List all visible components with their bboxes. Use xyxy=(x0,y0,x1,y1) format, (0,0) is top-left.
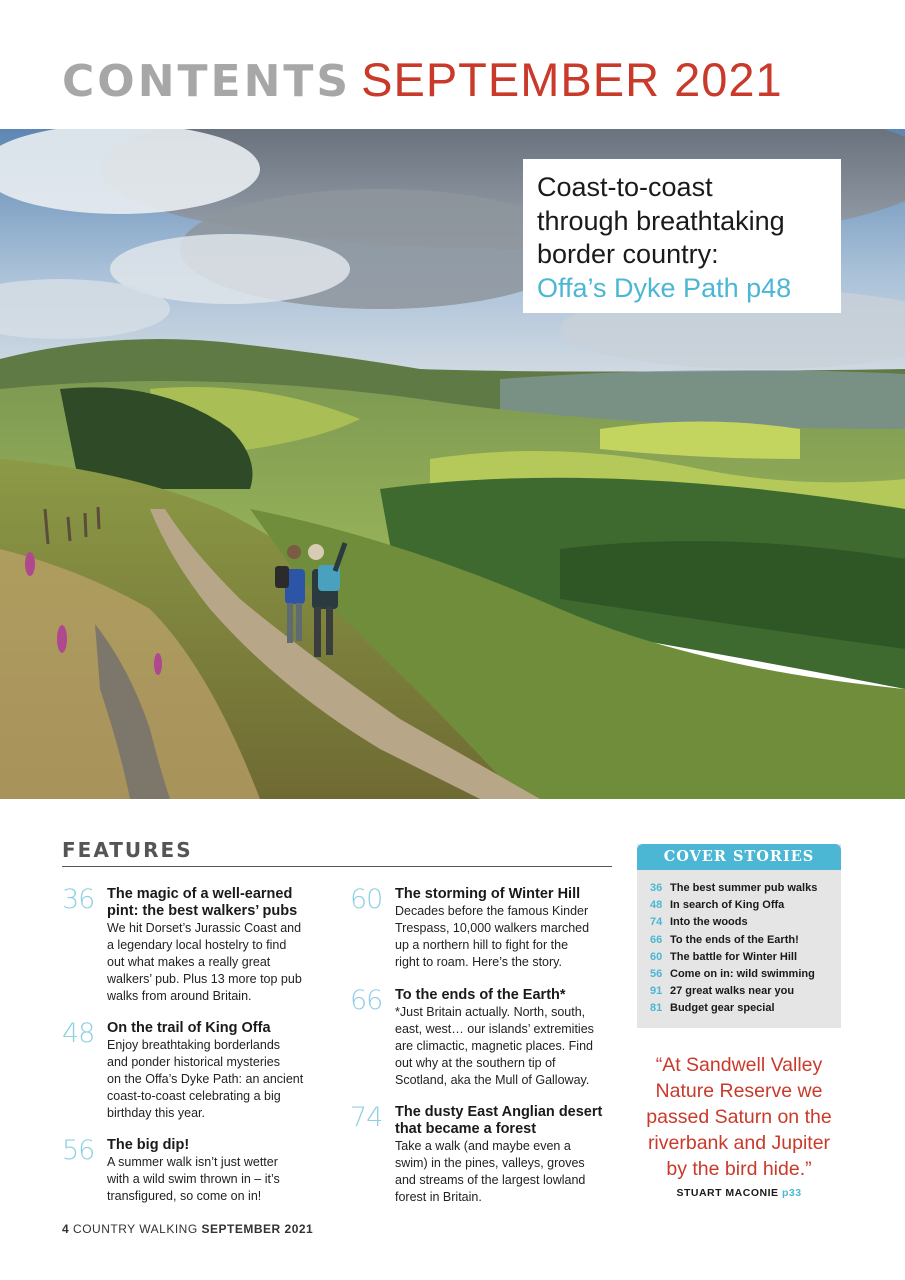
cover-line-4: Offa’s Dyke Path p48 xyxy=(537,272,792,303)
cover-story-page: 48 xyxy=(650,899,663,912)
cover-story-title: To the ends of the Earth! xyxy=(670,933,799,946)
feature-description xyxy=(107,1037,327,1122)
feature-page-number: 74 xyxy=(350,1102,383,1133)
feature-description-line: birthday this year. xyxy=(107,1106,205,1120)
cover-line-2: through breathtaking xyxy=(537,205,785,236)
feature-description-line: out why at the southern tip of xyxy=(395,1056,556,1070)
feature-description-line: east, west… our islands’ extremities xyxy=(395,1022,594,1036)
feature-title-line: that became a forest xyxy=(395,1121,537,1137)
cover-story-item[interactable] xyxy=(650,983,817,1000)
cover-story-page: 74 xyxy=(650,916,663,929)
feature-title xyxy=(395,987,615,1004)
cover-story-page: 81 xyxy=(650,1002,663,1015)
feature-page-number: 60 xyxy=(350,884,383,915)
footer-issue: SEPTEMBER 2021 xyxy=(201,1222,314,1236)
pull-quote-line: Nature Reserve we xyxy=(655,1080,823,1102)
feature-title-line: The big dip! xyxy=(107,1137,190,1153)
cover-story-page: 60 xyxy=(650,950,663,963)
page-header xyxy=(62,52,783,107)
feature-description-line: and streams of the largest lowland xyxy=(395,1173,586,1187)
features-divider xyxy=(62,866,612,867)
cover-story-item[interactable] xyxy=(650,949,817,966)
feature-description-line: Take a walk (and maybe even a xyxy=(395,1139,571,1153)
pull-quote xyxy=(637,1052,841,1182)
feature-description-line: a legendary local hostelry to find xyxy=(107,938,287,952)
feature-title xyxy=(395,1104,615,1138)
feature-title xyxy=(107,886,327,920)
cover-story-title: The best summer pub walks xyxy=(670,882,818,894)
cover-story-page: 36 xyxy=(650,882,663,894)
magazine-name: COUNTRY WALKING xyxy=(73,1222,198,1236)
contents-label: CONTENTS xyxy=(62,56,352,107)
feature-description-line: A summer walk isn’t just wetter xyxy=(107,1155,278,1169)
feature-description-line: Enjoy breathtaking borderlands xyxy=(107,1038,281,1052)
feature-title xyxy=(107,1137,327,1154)
cover-story-page: 56 xyxy=(650,967,663,980)
cover-story-box xyxy=(523,159,841,313)
feature-page-number: 48 xyxy=(62,1018,95,1049)
cover-stories-box xyxy=(637,844,841,1028)
cover-story-page: 66 xyxy=(650,933,663,946)
cover-stories-heading: COVER STORIES xyxy=(637,844,841,870)
feature-description-line: coast-to-coast celebrating a big xyxy=(107,1089,281,1103)
cover-story-title: 27 great walks near you xyxy=(670,985,795,998)
cover-story-item[interactable] xyxy=(650,914,817,931)
pull-quote-line: passed Saturn on the xyxy=(646,1106,832,1128)
feature-page-number: 66 xyxy=(350,985,383,1016)
feature-description-line: on the Offa’s Dyke Path: an ancient xyxy=(107,1072,304,1086)
feature-description xyxy=(395,903,615,971)
cover-story-item[interactable] xyxy=(650,897,817,914)
cover-stories-list xyxy=(650,880,817,1018)
cover-story-title: Budget gear special xyxy=(670,1002,775,1015)
features-heading: FEATURES xyxy=(62,838,193,862)
feature-title xyxy=(107,1020,327,1037)
feature-title-line: pint: the best walkers’ pubs xyxy=(107,903,298,919)
quote-author: STUART MACONIE xyxy=(676,1187,779,1199)
cover-story-title: The battle for Winter Hill xyxy=(670,950,798,963)
cover-line-3: border country: xyxy=(537,239,719,269)
feature-description-line: Scotland, aka the Mull of Galloway. xyxy=(395,1073,590,1087)
cover-story-item[interactable] xyxy=(650,880,817,897)
feature-title-line: On the trail of King Offa xyxy=(107,1020,271,1036)
feature-description xyxy=(107,920,327,1005)
pull-quote-line: riverbank and Jupiter xyxy=(647,1132,831,1154)
cover-story-title: In search of King Offa xyxy=(670,899,785,912)
feature-page-number: 36 xyxy=(62,884,95,915)
feature-description-line: right to roam. Here’s the story. xyxy=(395,955,562,969)
feature-description-line: We hit Dorset’s Jurassic Coast and xyxy=(107,921,302,935)
page-footer xyxy=(62,1222,313,1236)
feature-description-line: and ponder historical mysteries xyxy=(107,1055,280,1069)
feature-description-line: walkers’ pub. Plus 13 more top pub xyxy=(107,972,302,986)
issue-date: SEPTEMBER 2021 xyxy=(361,53,783,106)
page-number: 4 xyxy=(62,1222,70,1236)
feature-description-line: Trespass, 10,000 walkers marched xyxy=(395,921,590,935)
feature-description-line: swim) in the pines, valleys, groves xyxy=(395,1156,585,1170)
cover-story-item[interactable] xyxy=(650,966,817,983)
cover-story-item[interactable] xyxy=(650,932,817,949)
feature-description xyxy=(395,1004,615,1089)
feature-title-line: To the ends of the Earth* xyxy=(395,987,566,1003)
feature-title-line: The dusty East Anglian desert xyxy=(395,1104,603,1120)
feature-description-line: forest in Britain. xyxy=(395,1190,482,1204)
feature-description xyxy=(395,1138,615,1206)
feature-title-line: The magic of a well-earned xyxy=(107,886,293,902)
feature-description-line: transfigured, so come on in! xyxy=(107,1189,262,1203)
cover-story-title: Into the woods xyxy=(670,916,748,929)
feature-title xyxy=(395,886,615,903)
feature-description-line: up a northern hill to fight for the xyxy=(395,938,569,952)
cover-story-page: 91 xyxy=(650,985,663,998)
feature-description-line: with a wild swim thrown in – it’s xyxy=(107,1172,280,1186)
feature-description xyxy=(107,1154,327,1205)
feature-description-line: out what makes a really great xyxy=(107,955,271,969)
quote-attribution xyxy=(637,1187,841,1199)
feature-description-line: *Just Britain actually. North, south, xyxy=(395,1005,586,1019)
feature-title-line: The storming of Winter Hill xyxy=(395,886,581,902)
cover-line-1: Coast-to-coast xyxy=(537,172,713,202)
feature-description-line: are climactic, magnetic places. Find xyxy=(395,1039,593,1053)
pull-quote-line: by the bird hide.” xyxy=(666,1158,812,1180)
feature-page-number: 56 xyxy=(62,1135,95,1166)
feature-description-line: Decades before the famous Kinder xyxy=(395,904,589,918)
quote-page[interactable]: p33 xyxy=(781,1187,802,1199)
cover-story-title: Come on in: wild swimming xyxy=(670,967,815,980)
cover-story-item[interactable] xyxy=(650,1000,817,1017)
pull-quote-line: “At Sandwell Valley xyxy=(655,1054,823,1076)
feature-description-line: walks from around Britain. xyxy=(107,989,252,1003)
